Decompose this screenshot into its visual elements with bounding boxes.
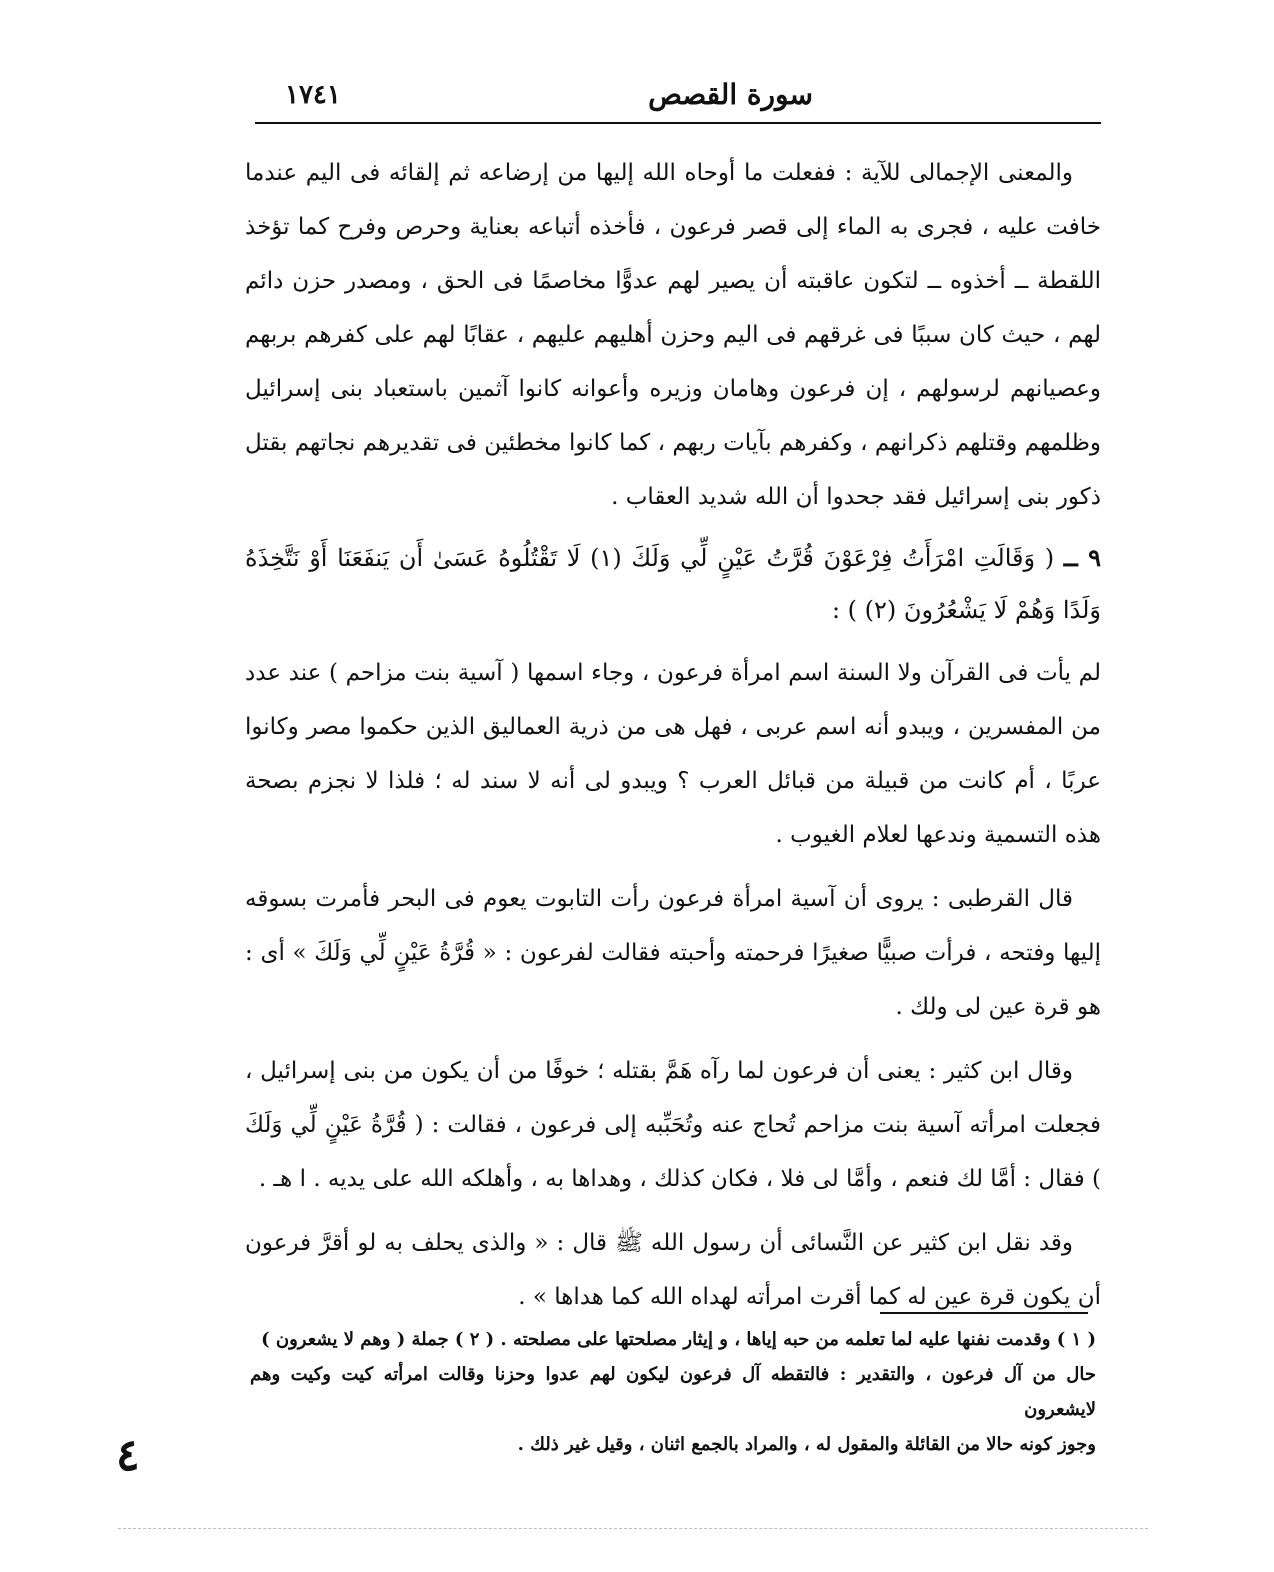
page-number: ١٧٤١: [285, 80, 341, 110]
footnotes: [250, 1322, 1096, 1462]
footnote-line: ( ١ ) وقدمت نفنها عليه لما تعلمه من حبه إياها ، و إيثار مصلحتها على مصلحته . ( ٢ ) جملة ( وهم لا يشعرون ): [261, 1329, 1096, 1350]
paragraph-wife-name: لم يأت فى القرآن ولا السنة اسم امرأة فرعون ، وجاء اسمها ( آسية بنت مزاحم ) عند عدد من المفسرين ، ويبدو أنه اسم عربى ، فهل هى من ذرية العماليق الذين حكموا مصر وكانوا عربًا ، أم كانت من قبيلة من قبائل العرب ؟ ويبدو لى أنه لا سند له ؛ فلذا لا نجزم بصحة هذه التسمية وندعها لعلام الغيوب .: [245, 660, 1101, 848]
page-header: [255, 78, 1101, 124]
paragraph-qurtubi: قال القرطبى : يروى أن آسية امرأة فرعون رأت التابوت يعوم فى البحر فأمرت بسوقه إليها وفتحه ، فرأت صبيًّا صغيرًا فرحمته وأحبته فقالت لفرعون : « قُرَّةُ عَيْنٍ لِّي وَلَكَ » أى : هو قرة عين لى ولك .: [245, 886, 1101, 1020]
paragraph-nasai: وقد نقل ابن كثير عن النَّسائى أن رسول الله ﷺ قال : « والذى يحلف به لو أقرَّ فرعون أن يكون قرة عين له كما أقرت امرأته لهداه الله كما هداها » .: [245, 1230, 1101, 1310]
quran-verse: [245, 532, 1101, 636]
footnote-line: حال من آل فرعون ، والتقدير : فالتقطه آل فرعون ليكون لهم عدوا وحزنا وقالت امرأته كيت وكيت وهم لايشعرون: [250, 1364, 1096, 1420]
surah-title: سورة القصص: [648, 78, 813, 111]
verse-text: ( وَقَالَتِ امْرَأَتُ فِرْعَوْنَ قُرَّتُ عَيْنٍ لِّي وَلَكَ (١) لَا تَقْتُلُوهُ عَسَىٰ أَن يَنفَعَنَا أَوْ نَتَّخِذَهُ وَلَدًا وَهُمْ لَا يَشْعُرُونَ (٢) ) :: [245, 544, 1101, 624]
scan-edge-line: [118, 1528, 1148, 1529]
paragraph-ibn-kathir: وقال ابن كثير : يعنى أن فرعون لما رآه هَمَّ بقتله ؛ خوفًا من أن يكون من بنى إسرائيل ، فجعلت امرأته آسية بنت مزاحم تُحاج عنه وتُحَبِّبه إلى فرعون ، فقالت : ( قُرَّةُ عَيْنٍ لِّي وَلَكَ ) فقال : أمَّا لك فنعم ، وأمَّا لى فلا ، فكان كذلك ، وهداها به ، وأهلكه الله على يديه . ا هـ .: [245, 1058, 1101, 1192]
footnote-line: وجوز كونه حالا من القائلة والمقول له ، والمراد بالجمع اثنان ، وقيل غير ذلك .: [517, 1434, 1096, 1455]
main-text: [245, 146, 1101, 1324]
paragraph-general-meaning: والمعنى الإجمالى للآية : ففعلت ما أوحاه الله إليها من إرضاعه ثم إلقائه فى اليم عندما خافت عليه ، فجرى به الماء إلى قصر فرعون ، فأخذه أتباعه بعناية وحرص وفرح كما تؤخذ اللقطة ــ أخذوه ــ لتكون عاقبته أن يصير لهم عدوًّا مخاصمًا فى الحق ، ومصدر حزن دائم لهم ، حيث كان سببًا فى غرقهم فى اليم وحزن أهليهم عليهم ، عقابًا لهم على كفرهم بربهم وعصيانهم لرسولهم ، إن فرعون وهامان وزيره وأعوانه كانوا آثمين باستعباد بنى إسرائيل وظلمهم وقتلهم ذكرانهم ، وكفرهم بآيات ربهم ، كما كانوا مخطئين فى تقديرهم نجاتهم بقتل ذكور بنى إسرائيل فقد جحدوا أن الله شديد العقاب .: [245, 160, 1101, 510]
signature-mark: ٤: [116, 1430, 140, 1481]
verse-number: ٩ ــ: [1063, 543, 1102, 572]
footnote-separator: [880, 1312, 1088, 1314]
